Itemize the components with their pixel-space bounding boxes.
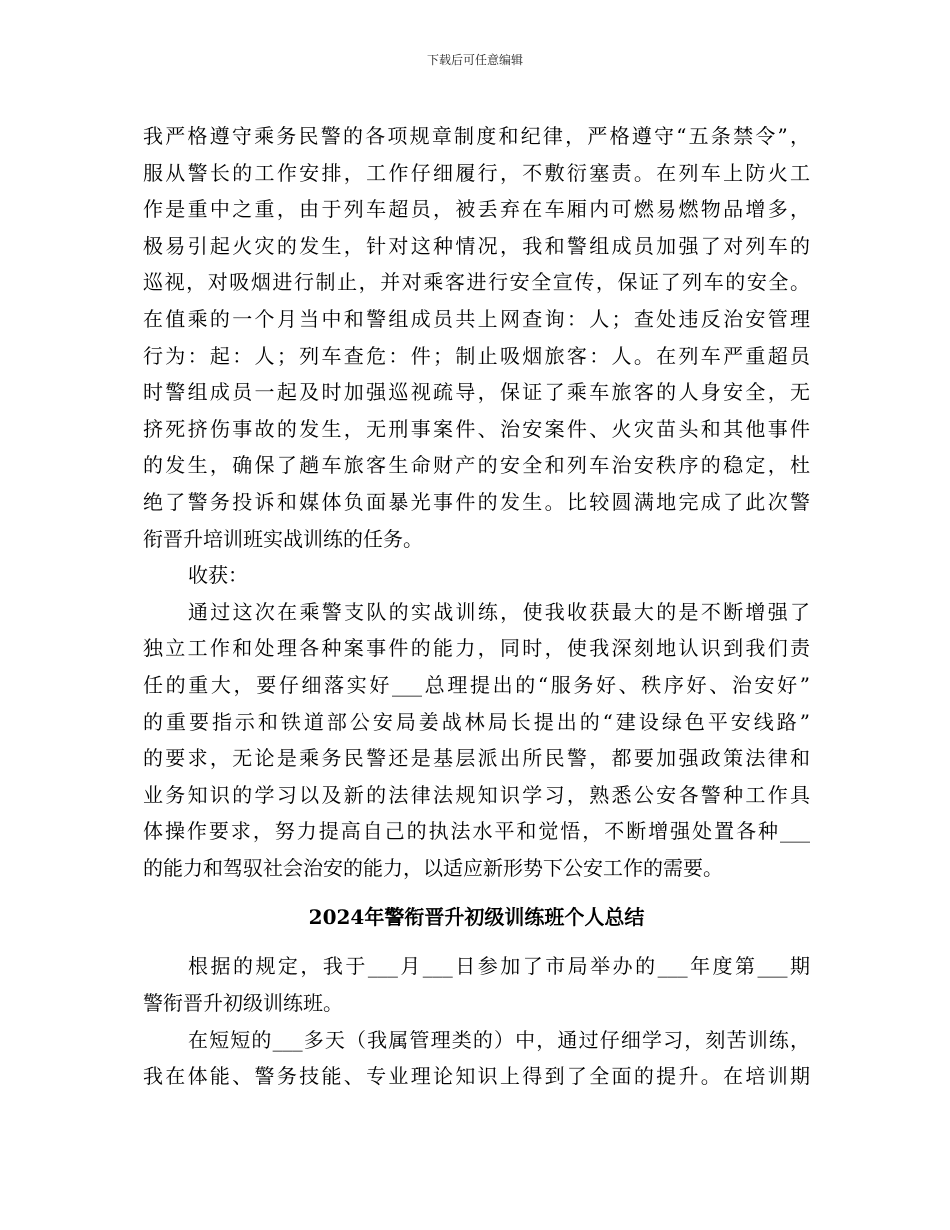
text-line: 体操作要求，努力提高自己的执法水平和觉悟，不断增强处置各种___ <box>143 819 810 844</box>
text-line: 在短短的___多天（我属管理类的）中，通过仔细学习，刻苦训练， <box>188 1027 810 1052</box>
text-line: 的重要指示和铁道部公安局姜战林局长提出的“建设绿色平安线路” <box>143 709 810 734</box>
text-line: 通过这次在乘警支队的实战训练，使我收获最大的是不断增强了 <box>188 599 810 624</box>
text-line: 时警组成员一起及时加强巡视疏导，保证了乘车旅客的人身安全，无 <box>143 380 810 405</box>
text-line: 服从警长的工作安排，工作仔细履行，不敷衍塞责。在列车上防火工 <box>143 160 810 185</box>
section-title: 2024年警衔晋升初级训练班个人总结 <box>308 905 645 930</box>
text-line: 我严格遵守乘务民警的各项规章制度和纪律，严格遵守“五条禁令”， <box>143 124 810 148</box>
text-line: 行为：起：人；列车查危：件；制止吸烟旅客：人。在列车严重超员 <box>143 343 810 368</box>
page-header: 下载后可任意编辑 <box>426 53 523 67</box>
paragraph-registration <box>143 948 810 1021</box>
text-line: 作是重中之重，由于列车超员，被丢弃在车厢内可燃易燃物品增多， <box>143 197 810 222</box>
text-line: 根据的规定，我于___月___日参加了市局举办的___年度第___期 <box>188 954 810 979</box>
harvest-label: 收获： <box>188 563 248 588</box>
text-line: 极易引起火灾的发生，针对这种情况，我和警组成员加强了对列车的 <box>143 233 810 258</box>
text-line: 独立工作和处理各种案事件的能力，同时，使我深刻地认识到我们责 <box>143 636 810 661</box>
text-line: 业务知识的学习以及新的法律法规知识学习，熟悉公安各警种工作具 <box>143 782 810 807</box>
text-line: 绝了警务投诉和媒体负面暴光事件的发生。比较圆满地完成了此次警 <box>143 489 810 514</box>
text-line: 我在体能、警务技能、专业理论知识上得到了全面的提升。在培训期 <box>143 1064 810 1089</box>
paragraph-harvest <box>143 594 810 887</box>
document-body <box>143 118 810 1095</box>
text-line: 的要求，无论是乘务民警还是基层派出所民警，都要加强政策法律和 <box>143 746 810 771</box>
paragraph-conduct <box>143 118 810 557</box>
paragraph-training <box>143 1022 810 1095</box>
text-line: 挤死挤伤事故的发生，无刑事案件、治安案件、火灾苗头和其他事件 <box>143 416 810 441</box>
text-line: 巡视，对吸烟进行制止，并对乘客进行安全宣传，保证了列车的安全。 <box>143 270 810 295</box>
text-line: 衔晋升培训班实战训练的任务。 <box>143 526 423 551</box>
text-line: 在值乘的一个月当中和警组成员共上网查询：人；查处违反治安管理 <box>143 306 810 331</box>
text-line: 的发生，确保了趟车旅客生命财产的安全和列车治安秩序的稳定，杜 <box>143 453 810 478</box>
text-line: 的能力和驾驭社会治安的能力，以适应新形势下公安工作的需要。 <box>143 855 723 880</box>
text-line: 警衔晋升初级训练班。 <box>143 991 343 1016</box>
text-line: 任的重大，要仔细落实好___总理提出的“服务好、秩序好、治安好” <box>143 672 810 697</box>
